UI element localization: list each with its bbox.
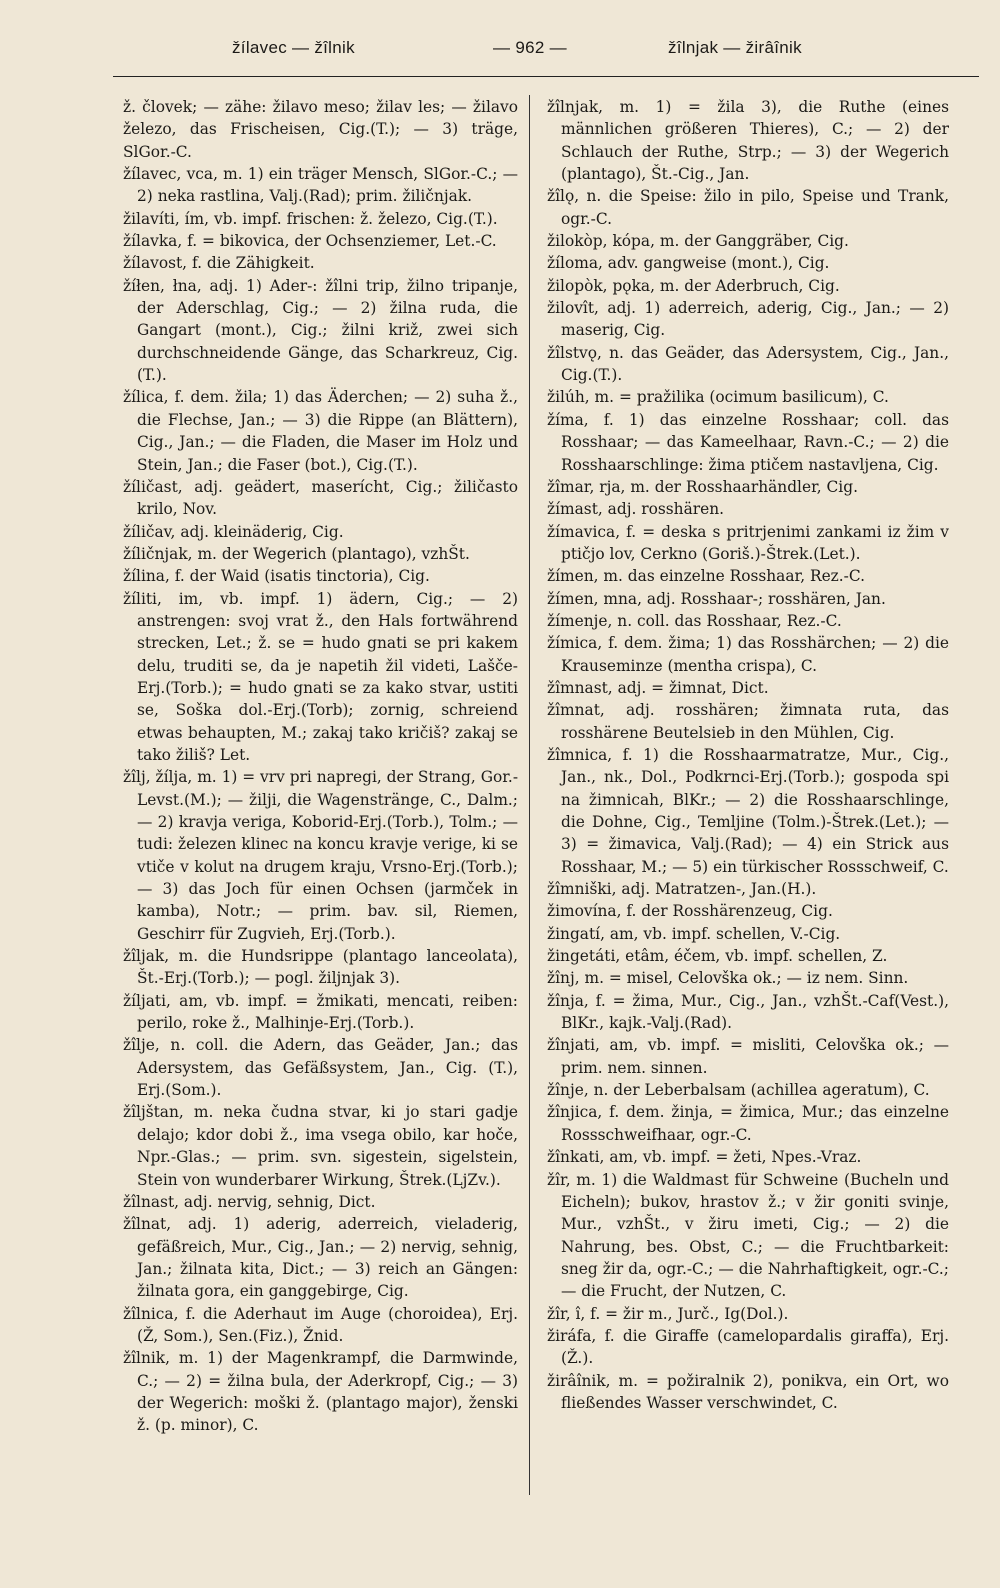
running-head-right: žîlnjak — žirâînik <box>668 38 802 57</box>
entry: žíloma, adv. gangweise (mont.), Cig. <box>547 254 830 273</box>
entry: žílina, f. der Waid (isatis tinctoria), Cig. <box>123 567 430 586</box>
running-head-left: žílavec — žîlnik <box>232 38 355 57</box>
entry: žînjati, am, vb. impf. = misliti, Celovška ok.; — prim. nem. sinnen. <box>547 1036 949 1077</box>
entry: žilokòp, kópa, m. der Ganggräber, Cig. <box>547 232 849 251</box>
entry: žímica, f. dem. žima; 1) das Rosshärchen; — 2) die Krauseminze (mentha crispa), C. <box>547 634 949 675</box>
entry: žîlj, žílja, m. 1) = vrv pri napregi, der Strang, Gor.-Levst.(M.); — žilji, die Wagenstränge, C., Dalm.; — 2) kravja veriga, Koborid-Erj.(Torb.), Tolm.; — tudi: železen klinec na koncu kravje verige, ki se vtiče v kolut na drugem kraju, Vrsno-Erj.(Torb.); — 3) das Joch für einen Ochsen (jarmček in kamba), Notr.; — prim. bav. sil, Riemen, Geschirr für Zugvieh, Erj.(Torb.). <box>123 768 519 943</box>
entry: žímen, m. das einzelne Rosshaar, Rez.-C. <box>547 567 866 586</box>
entry: žílavec, vca, m. 1) ein träger Mensch, SlGor.-C.; — 2) neka rastlina, Valj.(Rad); prim. žiličnjak. <box>123 165 518 206</box>
entry: žíličav, adj. kleinäderig, Cig. <box>123 522 344 541</box>
entry: žíma, f. 1) das einzelne Rosshaar; coll. das Rosshaar; — das Kameelhaar, Ravn.-C.; — 2) die Rosshaarschlinge: žima ptičem nastavljena, Cig. <box>547 410 949 474</box>
entry: žímavica, f. = deska s pritrjenimi zankami iz žim v ptičjo lov, Cerkno (Goriš.)-Štrek.(Let.). <box>547 522 949 563</box>
entry: žílica, f. dem. žila; 1) das Äderchen; — 2) suha ž., die Flechse, Jan.; — 3) die Rippe (an Blättern), Cig., Jan.; — die Fladen, die Maser im Holz und Stein, Jan.; die Faser (bot.), Cig.(T.). <box>123 388 518 474</box>
right-column <box>547 96 949 1414</box>
entry: žílavka, f. = bikovica, der Ochsenziemer, Let.-C. <box>123 232 497 251</box>
header-rule <box>113 76 979 77</box>
entry: žíliti, im, vb. impf. 1) ädern, Cig.; — 2) anstrengen: svoj vrat ž., den Hals fortwährend strecken, Let.; ž. se = hudo gnati se pri kakem delu, truditi se, da je napetih žil videti, Lašče-Erj.(Torb.); = hudo gnati se za kako stvar, ustiti se, Soška dol.-Erj.(Torb); zornig, schreiend etwas behaupten, M.; zakaj tako kričiš? zakaj se tako žiliš? Let. <box>123 589 518 764</box>
entry: žingetáti, etâm, éčem, vb. impf. schellen, Z. <box>547 947 888 966</box>
entry: žînja, f. = žima, Mur., Cig., Jan., vzhŠt.-Caf(Vest.), BlKr., kajk.-Valj.(Rad). <box>547 991 949 1033</box>
entry: žíličast, adj. geädert, maserícht, Cig.; žiličasto krilo, Nov. <box>123 477 518 519</box>
entry: žînje, n. der Leberbalsam (achillea ageratum), C. <box>547 1081 930 1100</box>
entry: žímast, adj. rosshären. <box>547 500 725 519</box>
entry: žilúh, m. = pražilika (ocimum basilicum), C. <box>547 388 889 407</box>
entry: žiráfa, f. die Giraffe (camelopardalis giraffa), Erj.(Ž.). <box>547 1326 949 1368</box>
entry: žilovît, adj. 1) aderreich, aderig, Cig., Jan.; — 2) maserig, Cig. <box>547 299 949 340</box>
page-number: — 962 — <box>493 38 567 57</box>
entry: žîlnjak, m. 1) = žila 3), die Ruthe (eines männlichen größeren Thieres), C.; — 2) der Schlauch der Ruthe, Strp.; — 3) der Wegerich (plantago), Št.-Cig., Jan. <box>547 98 949 184</box>
entry: žîmniški, adj. Matratzen-, Jan.(H.). <box>547 880 817 899</box>
entry: žîlnat, adj. 1) aderig, aderreich, vieladerig, gefäßreich, Mur., Cig., Jan.; — 2) nervig, sehnig, Jan.; žilnata kita, Dict.; — 3) reich an Gängen: žilnata gora, ein ganggebirge, Cig. <box>123 1215 518 1301</box>
entry: žînj, m. = misel, Celovška ok.; — iz nem. Sinn. <box>547 969 909 988</box>
entry: žîmnat, adj. rosshären; žimnata ruta, das rosshärene Beutelsieb in den Mühlen, Cig. <box>547 701 949 742</box>
entry: žîlje, n. coll. die Adern, das Geäder, Jan.; das Adersystem, das Gefäßsystem, Jan., Cig. (T.), Erj.(Som.). <box>123 1036 518 1100</box>
entry: žingatí, am, vb. impf. schellen, V.-Cig. <box>547 924 841 943</box>
entry: žilopòk, pǫka, m. der Aderbruch, Cig. <box>547 276 840 295</box>
entry: žîlnica, f. die Aderhaut im Auge (choroidea), Erj.(Ž, Som.), Sen.(Fiz.), Žnid. <box>123 1304 518 1345</box>
entry: žîljak, m. die Hundsrippe (plantago lanceolata), Št.-Erj.(Torb.); — pogl. žiljnjak 3). <box>123 947 518 988</box>
entry: žîlnik, m. 1) der Magenkrampf, die Darmwinde, C.; — 2) = žilna bula, der Aderkropf, Cig.; — 3) der Wegerich: moški ž. (plantago major), ženski ž. (p. minor), C. <box>123 1349 518 1435</box>
entry: žimovína, f. der Rosshärenzeug, Cig. <box>547 902 833 921</box>
column-divider <box>529 95 530 1495</box>
entry: žíličnjak, m. der Wegerich (plantago), vzhŠt. <box>123 544 470 563</box>
entry: žînkati, am, vb. impf. = žeti, Npes.-Vraz. <box>547 1148 862 1167</box>
entry: žirâînik, m. = požiralnik 2), ponikva, ein Ort, wo fließendes Wasser verschwindet, C. <box>547 1371 949 1412</box>
entry: žîr, î, f. = žir m., Jurč., Ig(Dol.). <box>547 1304 789 1323</box>
left-column <box>123 96 518 1437</box>
entry: žîmnica, f. 1) die Rosshaarmatratze, Mur., Cig., Jan., nk., Dol., Podkrnci-Erj.(Torb.); gospoda spi na žimnicah, BlKr.; — 2) die Rosshaarschlinge, die Dohne, Cig., Temljine (Tolm.)-Štrek.(Let.); — 3) = žimavica, Valj.(Rad); — 4) ein Strick aus Rosshaar, M.; — 5) ein türkischer Rossschweif, C. <box>547 745 949 876</box>
entry: žîmar, rja, m. der Rosshaarhändler, Cig. <box>547 477 858 496</box>
entry: žîr, m. 1) die Waldmast für Schweine (Bucheln und Eicheln); bukov, hrastov ž.; v žir goniti svinje, Mur., vzhŠt., v žiru imeti, Cig.; — 2) die Nahrung, bes. Obst, C.; — die Fruchtbarkeit: sneg žir da, ogr.-C.; — die Nahrhaftigkeit, ogr.-C.; — die Frucht, der Nutzen, C. <box>547 1170 949 1301</box>
entry: žíljati, am, vb. impf. = žmikati, mencati, reiben: perilo, roke ž., Malhinje-Erj.(Torb.). <box>123 991 518 1033</box>
entry: žîlstvǫ, n. das Geäder, das Adersystem, Cig., Jan., Cig.(T.). <box>547 343 949 385</box>
entry: žînjica, f. dem. žinja, = žimica, Mur.; das einzelne Rossschweifhaar, ogr.-C. <box>547 1103 949 1144</box>
entry: žíłen, łna, adj. 1) Ader-: žîlni trip, žilno tripanje, der Aderschlag, Cig.; — 2) žilna ruda, die Gangart (mont.), Cig.; žilni križ, zwei sich durchschneidende Gänge, das Scharkreuz, Cig.(T.). <box>123 276 518 385</box>
entry: žîlnast, adj. nervig, sehnig, Dict. <box>123 1192 376 1211</box>
entry: žîmnast, adj. = žimnat, Dict. <box>547 678 769 697</box>
entry: žîlǫ, n. die Speise: žilo in pilo, Speise und Trank, ogr.-C. <box>547 187 949 228</box>
entry: žílavost, f. die Zähigkeit. <box>123 254 315 273</box>
entry: žilavíti, ím, vb. impf. frischen: ž. železo, Cig.(T.). <box>123 209 498 228</box>
entry: ž. človek; — zähe: žilavo meso; žilav les; — žilavo železo, das Frischeisen, Cig.(T.); — 3) träge, SlGor.-C. <box>123 98 518 161</box>
entry: žímenje, n. coll. das Rosshaar, Rez.-C. <box>547 611 842 630</box>
entry: žîljštan, m. neka čudna stvar, ki jo stari gadje delajo; kdor dobi ž., ima vsega obilo, kar hoče, Npr.-Glas.; — prim. svn. sigestein, sigelstein, Stein von wunderbarer Wirkung, Štrek.(LjZv.). <box>123 1103 518 1189</box>
entry: žímen, mna, adj. Rosshaar-; rosshären, Jan. <box>547 589 886 608</box>
